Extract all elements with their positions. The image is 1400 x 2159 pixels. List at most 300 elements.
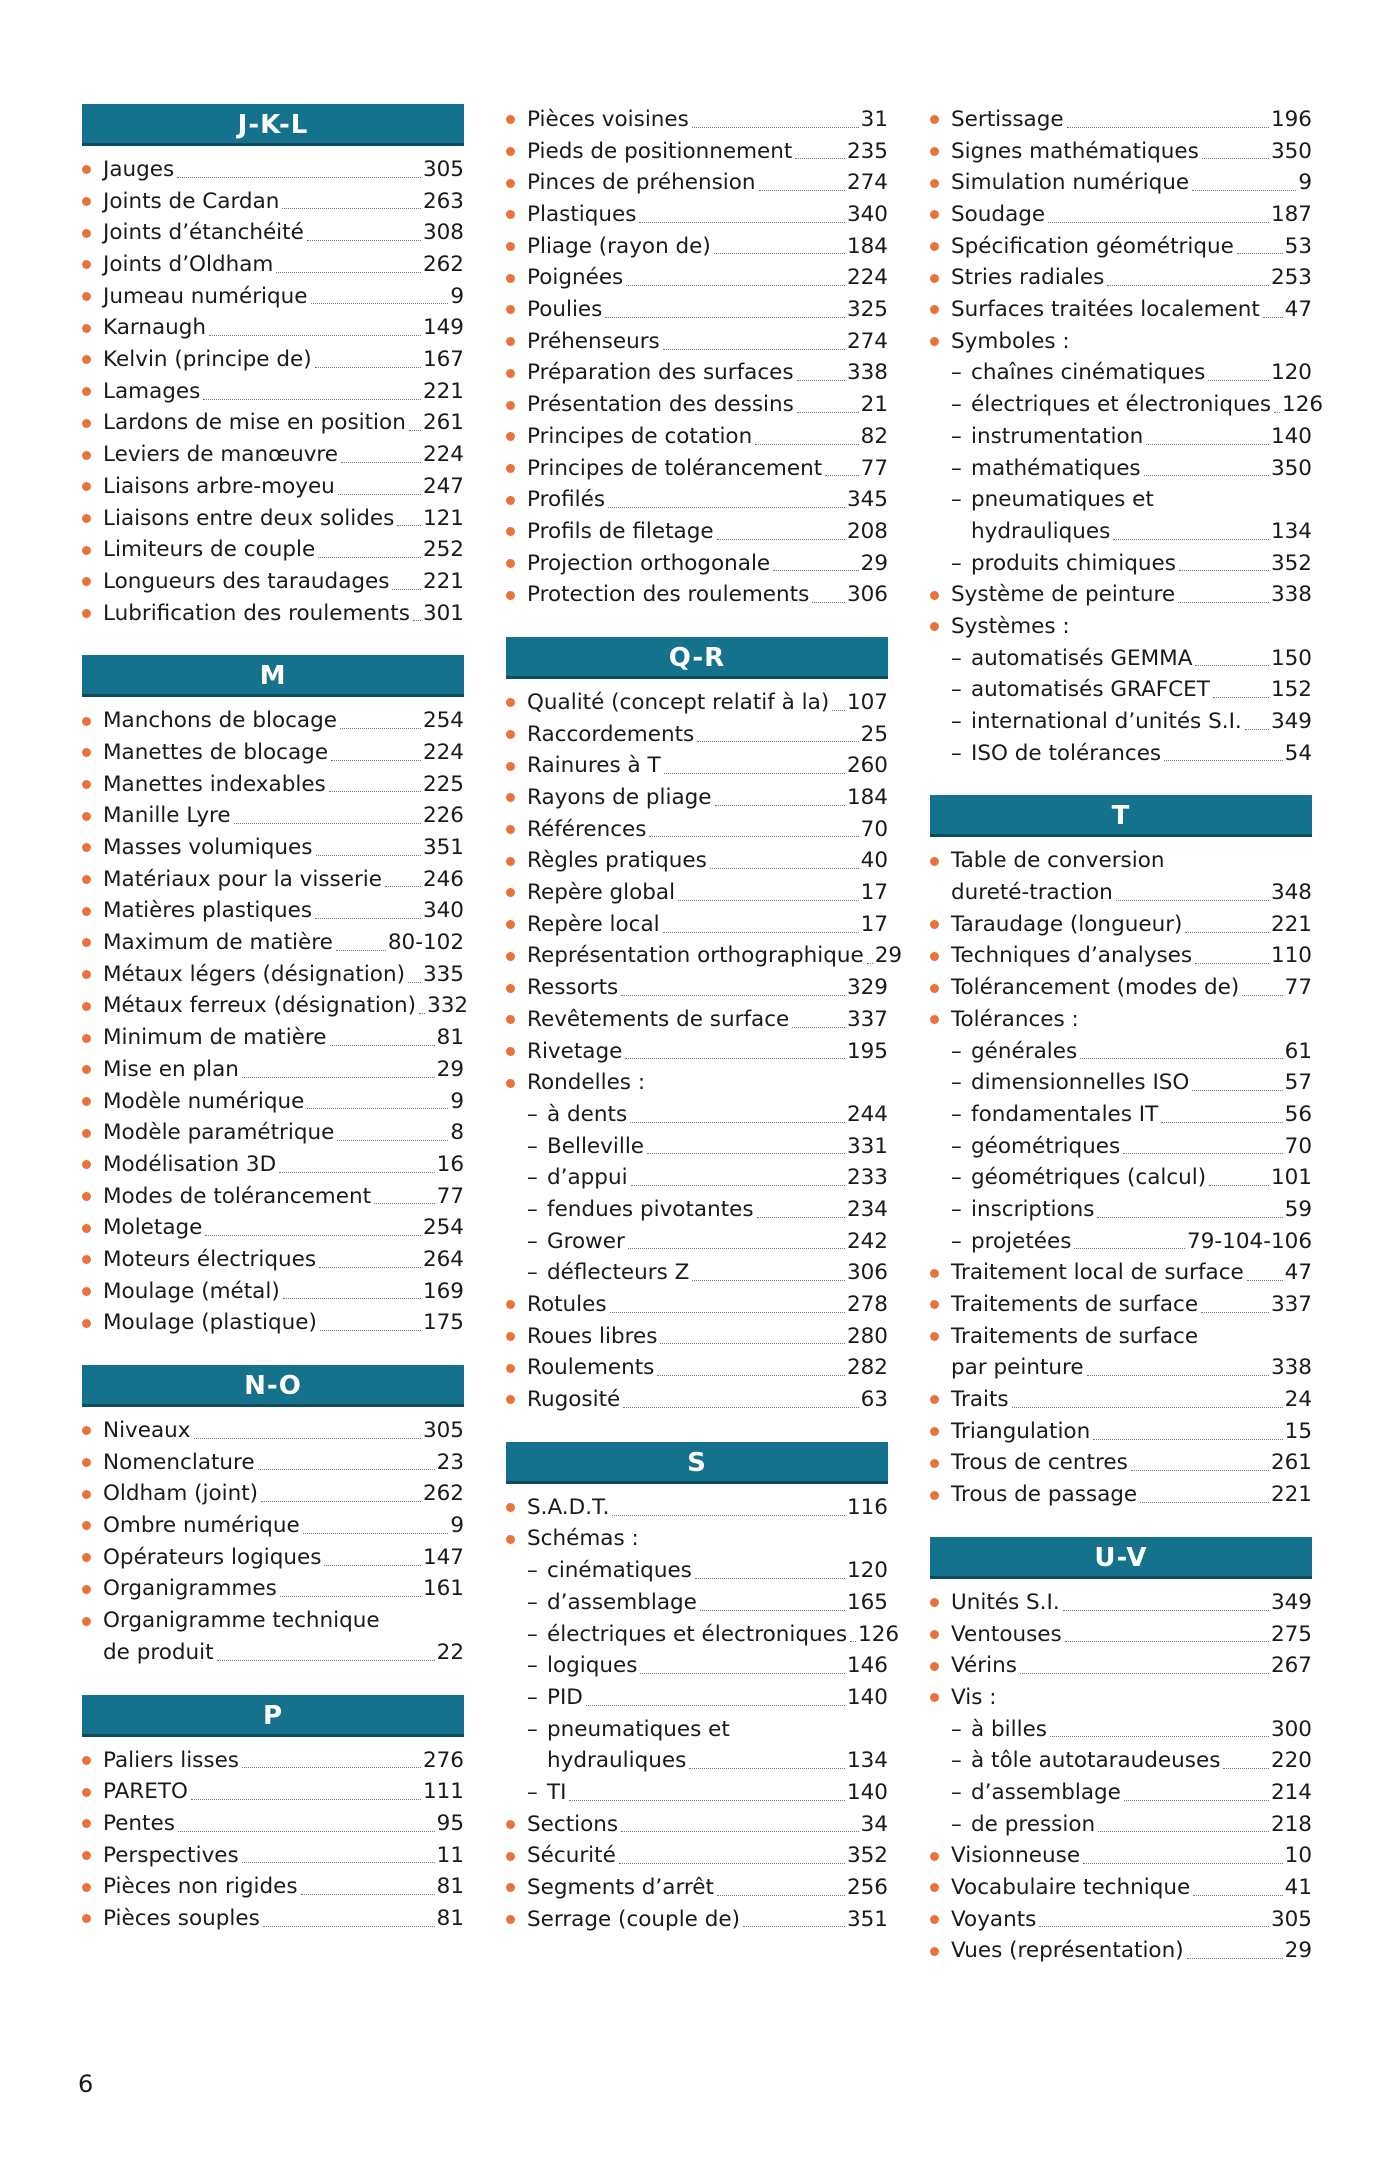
entry-page-number: 11 [436, 1842, 464, 1868]
index-entry [82, 705, 464, 737]
entry-page-number: 81 [436, 1905, 464, 1931]
index-entry [930, 136, 1312, 168]
entry-label: Traitement local de surface [951, 1260, 1244, 1286]
entry-label: Tolérances : [951, 1006, 1079, 1032]
index-entry [82, 1415, 464, 1447]
entry-label: Modélisation 3D [103, 1151, 277, 1177]
dot-leader [1178, 602, 1269, 603]
entry-label: Sections [527, 1811, 619, 1837]
entry-page-number: 261 [1270, 1450, 1312, 1476]
entry-page-number: 306 [846, 1260, 888, 1286]
bullet-dot-icon [930, 1650, 951, 1682]
bullet-dot-icon [506, 1321, 527, 1353]
entry-label: pneumatiques et [547, 1716, 730, 1742]
dot-leader [307, 240, 421, 241]
entry-page-number: 147 [422, 1544, 464, 1570]
index-section [82, 1695, 464, 1935]
dot-leader [1067, 127, 1269, 128]
entry-label: fendues pivotantes [547, 1196, 754, 1222]
bullet-dot-icon [506, 516, 527, 548]
index-entry [930, 674, 1312, 706]
entry-label: Voyants [951, 1906, 1037, 1932]
dot-leader [1202, 158, 1269, 159]
dot-leader [242, 1077, 435, 1078]
entry-page-number: 150 [1270, 645, 1312, 671]
entry-page-number: 345 [846, 487, 888, 513]
dot-leader [203, 399, 421, 400]
index-entry [930, 1619, 1312, 1651]
entry-page-number: 21 [860, 392, 888, 418]
entry-page-number: 224 [422, 739, 464, 765]
dot-leader [1123, 1153, 1282, 1154]
index-entry [82, 1149, 464, 1181]
dot-leader [315, 367, 421, 368]
index-entry [82, 1244, 464, 1276]
entry-label: Manettes de blocage [103, 739, 329, 765]
index-entry [930, 1004, 1312, 1036]
index-entry [930, 1682, 1312, 1714]
dot-leader [413, 620, 421, 621]
dot-leader [569, 1800, 844, 1801]
index-entry [930, 1099, 1312, 1131]
dot-leader [626, 285, 845, 286]
dot-leader [1237, 253, 1283, 254]
entry-label: Traitements de surface [951, 1292, 1199, 1318]
index-entry [506, 1194, 888, 1226]
bullet-dot-icon [930, 167, 951, 199]
index-entry [82, 864, 464, 896]
dot-leader [608, 507, 845, 508]
dot-leader [792, 1027, 845, 1028]
index-entry [506, 484, 888, 516]
entry-label: Liaisons entre deux solides [103, 505, 395, 531]
index-entry [506, 814, 888, 846]
entry-page-number: 196 [1270, 106, 1312, 132]
index-entry [930, 484, 1312, 516]
dot-leader [1050, 1736, 1269, 1737]
entry-page-number: 29 [860, 550, 888, 576]
index-entry [506, 294, 888, 326]
entry-label: Nomenclature [103, 1449, 255, 1475]
entry-page-number: 134 [1270, 518, 1312, 544]
dash-marker: – [951, 392, 962, 418]
dot-leader [1242, 995, 1282, 996]
index-entry [506, 1131, 888, 1163]
entry-label: Segments d’arrêt [527, 1875, 714, 1901]
entry-page-number: 301 [422, 600, 464, 626]
index-entry [506, 326, 888, 358]
dot-leader [1107, 285, 1269, 286]
bullet-dot-icon [82, 769, 103, 801]
entry-label: Rayons de pliage [527, 785, 712, 811]
entry-label: à billes [971, 1716, 1048, 1742]
bullet-dot-icon [506, 167, 527, 199]
bullet-dot-icon [506, 877, 527, 909]
index-entry [506, 719, 888, 751]
index-entry [930, 1448, 1312, 1480]
entry-label: d’assemblage [971, 1779, 1121, 1805]
entry-label: Triangulation [951, 1418, 1091, 1444]
index-entry [506, 1809, 888, 1841]
dot-leader [191, 1799, 421, 1800]
entry-label: Minimum de matière [103, 1025, 327, 1051]
entry-label: Jumeau numérique [103, 283, 308, 309]
bullet-dot-icon [930, 909, 951, 941]
section-header: T [930, 795, 1312, 837]
bullet-dot-icon [82, 1808, 103, 1840]
entry-label: Vis : [951, 1684, 997, 1710]
dot-leader [1113, 539, 1269, 540]
entry-label: électriques et électroniques [971, 392, 1272, 418]
entry-label: ISO de tolérances [971, 740, 1162, 766]
entry-label: Soudage [951, 202, 1046, 228]
dot-leader [1140, 1502, 1269, 1503]
bullet-dot-icon [930, 1619, 951, 1651]
entry-label: dureté-traction [951, 880, 1113, 906]
bullet-dot-icon [82, 991, 103, 1023]
dot-leader [1201, 1312, 1269, 1313]
dot-leader [1097, 1217, 1282, 1218]
dash-marker: – [951, 1716, 962, 1742]
bullet-dot-icon [506, 262, 527, 294]
entry-page-number: 63 [860, 1387, 888, 1413]
index-entry [82, 1637, 464, 1669]
bullet-dot-icon [82, 927, 103, 959]
entry-label: Rondelles : [527, 1070, 646, 1096]
dot-leader [1098, 1831, 1269, 1832]
index-entry [82, 1478, 464, 1510]
entry-label: Règles pratiques [527, 848, 707, 874]
index-entry [506, 516, 888, 548]
index-entry [930, 1714, 1312, 1746]
index-entry [930, 516, 1312, 548]
entry-label: Références [527, 816, 647, 842]
index-entry [82, 959, 464, 991]
index-entry [930, 1745, 1312, 1777]
entry-label: Poulies [527, 297, 603, 323]
entry-label: Kelvin (principe de) [103, 347, 312, 373]
bullet-dot-icon [82, 895, 103, 927]
index-entry [506, 845, 888, 877]
entry-label: Repère global [527, 880, 676, 906]
index-entry [506, 231, 888, 263]
dot-leader [340, 728, 421, 729]
index-entry [82, 832, 464, 864]
entry-label: Maximum de matière [103, 930, 333, 956]
entry-page-number: 338 [1270, 1355, 1312, 1381]
dot-leader [630, 1122, 845, 1123]
bullet-dot-icon [930, 1904, 951, 1936]
entry-page-number: 22 [436, 1639, 464, 1665]
entry-label: Représentation orthographique [527, 943, 864, 969]
entry-label: Principes de cotation [527, 423, 753, 449]
dot-leader [663, 932, 859, 933]
entry-page-number: 305 [422, 156, 464, 182]
index-entry [506, 1904, 888, 1936]
dot-leader [329, 791, 421, 792]
entry-label: Signes mathématiques [951, 138, 1199, 164]
index-entry [506, 1384, 888, 1416]
dash-marker: – [527, 1589, 538, 1615]
entry-page-number: 31 [860, 106, 888, 132]
entry-page-number: 214 [1270, 1779, 1312, 1805]
entry-label: par peinture [951, 1355, 1084, 1381]
index-entry [930, 909, 1312, 941]
index-entry [82, 186, 464, 218]
entry-page-number: 120 [846, 1558, 888, 1584]
entry-page-number: 82 [860, 423, 888, 449]
bullet-dot-icon [930, 262, 951, 294]
index-section [82, 104, 464, 629]
dot-leader [628, 1248, 845, 1249]
dot-leader [330, 1045, 435, 1046]
index-entry [82, 1212, 464, 1244]
entry-label: Métaux ferreux (désignation) [103, 993, 417, 1019]
index-entry [506, 750, 888, 782]
entry-label: Présentation des dessins [527, 392, 794, 418]
dash-marker: – [527, 1684, 538, 1710]
dot-leader [1063, 1610, 1269, 1611]
dot-leader [773, 570, 858, 571]
bullet-dot-icon [506, 579, 527, 611]
bullet-dot-icon [506, 750, 527, 782]
index-section [930, 795, 1312, 1510]
bullet-dot-icon [930, 611, 951, 643]
entry-label: Qualité (concept relatif à la) [527, 689, 830, 715]
entry-label: Spécification géométrique [951, 233, 1234, 259]
entry-label: Traits [951, 1387, 1009, 1413]
dot-leader [337, 1140, 448, 1141]
entry-page-number: 80-102 [387, 930, 464, 956]
bullet-dot-icon [506, 1524, 527, 1556]
entry-label: Vérins [951, 1653, 1017, 1679]
index-entry [930, 1904, 1312, 1936]
entry-label: cinématiques [547, 1558, 692, 1584]
entry-page-number: 331 [846, 1133, 888, 1159]
entry-page-number: 140 [1270, 423, 1312, 449]
index-entry [82, 503, 464, 535]
entry-page-number: 253 [1270, 265, 1312, 291]
entry-label: Joints de Cardan [103, 188, 280, 214]
bullet-dot-icon [506, 136, 527, 168]
entry-label: Rivetage [527, 1038, 623, 1064]
entry-label: Pièces souples [103, 1905, 260, 1931]
entry-page-number: 61 [1284, 1038, 1312, 1064]
entry-label: PARETO [103, 1779, 188, 1805]
entry-page-number: 260 [846, 753, 888, 779]
dash-marker: – [527, 1133, 538, 1159]
entry-label: Manettes indexables [103, 771, 326, 797]
dash-marker: – [527, 1716, 538, 1742]
entry-label: Profilés [527, 487, 606, 513]
dot-leader [1209, 1185, 1269, 1186]
dot-leader [664, 773, 845, 774]
bullet-dot-icon [506, 972, 527, 1004]
entry-page-number: 70 [860, 816, 888, 842]
index-entry [506, 1099, 888, 1131]
index-entry [930, 548, 1312, 580]
dot-leader [610, 1312, 845, 1313]
bullet-dot-icon [82, 408, 103, 440]
dot-leader [1245, 729, 1269, 730]
bullet-dot-icon [82, 1840, 103, 1872]
dot-leader [623, 1407, 858, 1408]
dot-leader [1164, 760, 1283, 761]
dash-marker: – [951, 645, 962, 671]
index-entry [930, 1194, 1312, 1226]
entry-page-number: 276 [422, 1747, 464, 1773]
entry-label: Lubrification des roulements [103, 600, 410, 626]
entry-label: Mise en plan [103, 1056, 239, 1082]
dash-marker: – [951, 1165, 962, 1191]
index-entry [930, 1840, 1312, 1872]
index-entry [82, 1022, 464, 1054]
entry-label: Roues libres [527, 1323, 658, 1349]
index-entry [82, 598, 464, 630]
bullet-dot-icon [82, 1212, 103, 1244]
entry-label: Vocabulaire technique [951, 1875, 1191, 1901]
entry-page-number: 233 [846, 1165, 888, 1191]
entry-page-number: 263 [422, 188, 464, 214]
dot-leader [301, 1894, 435, 1895]
entry-label: Pentes [103, 1810, 175, 1836]
dash-marker: – [951, 423, 962, 449]
dot-leader [1193, 1895, 1282, 1896]
dot-leader [1195, 665, 1269, 666]
dot-leader [867, 963, 873, 964]
entry-page-number: 184 [846, 233, 888, 259]
entry-page-number: 81 [436, 1874, 464, 1900]
entry-page-number: 224 [422, 442, 464, 468]
index-entry [82, 249, 464, 281]
entry-page-number: 111 [422, 1779, 464, 1805]
bullet-dot-icon [506, 1492, 527, 1524]
dot-leader [258, 1469, 435, 1470]
entry-label: Organigrammes [103, 1576, 277, 1602]
entry-page-number: 261 [422, 410, 464, 436]
dash-marker: – [951, 1101, 962, 1127]
dot-leader [692, 127, 859, 128]
bullet-dot-icon [930, 326, 951, 358]
dot-leader [757, 1217, 845, 1218]
dot-leader [1263, 317, 1283, 318]
entry-label: TI [547, 1779, 567, 1805]
entry-page-number: 278 [846, 1292, 888, 1318]
bullet-dot-icon [506, 719, 527, 751]
bullet-dot-icon [82, 1478, 103, 1510]
entry-label: générales [971, 1038, 1078, 1064]
bullet-dot-icon [930, 231, 951, 263]
index-section [930, 104, 1324, 769]
bullet-dot-icon [82, 1415, 103, 1447]
entry-label: Trous de centres [951, 1450, 1128, 1476]
section-header: S [506, 1442, 888, 1484]
entry-label: Opérateurs logiques [103, 1544, 322, 1570]
dot-leader [209, 335, 421, 336]
dot-leader [1195, 963, 1269, 964]
entry-page-number: 9 [450, 283, 464, 309]
entry-label: Oldham (joint) [103, 1481, 259, 1507]
dot-leader [717, 1895, 845, 1896]
entry-page-number: 220 [1270, 1748, 1312, 1774]
index-entry [930, 972, 1312, 1004]
dash-marker: – [527, 1260, 538, 1286]
entry-label: Modèle paramétrique [103, 1120, 335, 1146]
entry-label: Organigramme technique [103, 1608, 380, 1634]
entry-page-number: 10 [1284, 1843, 1312, 1869]
index-entry [930, 1226, 1312, 1258]
index-entry [930, 104, 1312, 136]
bullet-dot-icon [82, 1244, 103, 1276]
bullet-dot-icon [82, 1903, 103, 1935]
dot-leader [315, 918, 421, 919]
entry-page-number: 17 [860, 911, 888, 937]
bullet-dot-icon [82, 1054, 103, 1086]
dot-leader [621, 995, 845, 996]
bullet-dot-icon [506, 941, 527, 973]
index-entry [82, 1181, 464, 1213]
entry-label: Table de conversion [951, 848, 1165, 874]
dot-leader [660, 1343, 845, 1344]
entry-label: Trous de passage [951, 1482, 1138, 1508]
index-entry [930, 326, 1312, 358]
dot-leader [320, 1330, 421, 1331]
entry-page-number: 226 [422, 803, 464, 829]
dash-marker: – [951, 1811, 962, 1837]
index-entry [930, 1162, 1312, 1194]
index-entry [506, 1162, 888, 1194]
bullet-dot-icon [82, 186, 103, 218]
bullet-dot-icon [506, 814, 527, 846]
dot-leader [283, 1298, 421, 1299]
bullet-dot-icon [82, 959, 103, 991]
entry-page-number: 221 [1270, 911, 1312, 937]
index-entry [82, 1117, 464, 1149]
entry-label: électriques et électroniques [547, 1621, 848, 1647]
entry-page-number: 120 [1270, 360, 1312, 386]
dot-leader [341, 462, 421, 463]
entry-label: Joints d’Oldham [103, 252, 274, 278]
dot-leader [612, 1515, 845, 1516]
bullet-dot-icon [82, 800, 103, 832]
index-entry [82, 1307, 464, 1339]
index-section [506, 637, 903, 1416]
bullet-dot-icon [930, 1004, 951, 1036]
entry-label: Vues (représentation) [951, 1938, 1184, 1964]
dot-leader [1223, 1768, 1269, 1769]
bullet-dot-icon [930, 1682, 951, 1714]
index-entry [506, 1036, 888, 1068]
entry-label: Unités S.I. [951, 1589, 1060, 1615]
entry-page-number: 254 [422, 708, 464, 734]
bullet-dot-icon [930, 845, 951, 877]
entry-page-number: 280 [846, 1323, 888, 1349]
entry-label: Moletage [103, 1215, 203, 1241]
dot-leader [1131, 1470, 1269, 1471]
entry-label: Techniques d’analyses [951, 943, 1193, 969]
index-entry [506, 1004, 888, 1036]
entry-page-number: 56 [1284, 1101, 1312, 1127]
entry-page-number: 34 [860, 1811, 888, 1837]
entry-page-number: 225 [422, 771, 464, 797]
dot-leader [419, 1013, 425, 1014]
entry-label: Leviers de manœuvre [103, 442, 339, 468]
bullet-dot-icon [930, 136, 951, 168]
bullet-dot-icon [930, 1384, 951, 1416]
entry-label: Roulements [527, 1355, 655, 1381]
entry-page-number: 169 [422, 1278, 464, 1304]
entry-page-number: 235 [846, 138, 888, 164]
